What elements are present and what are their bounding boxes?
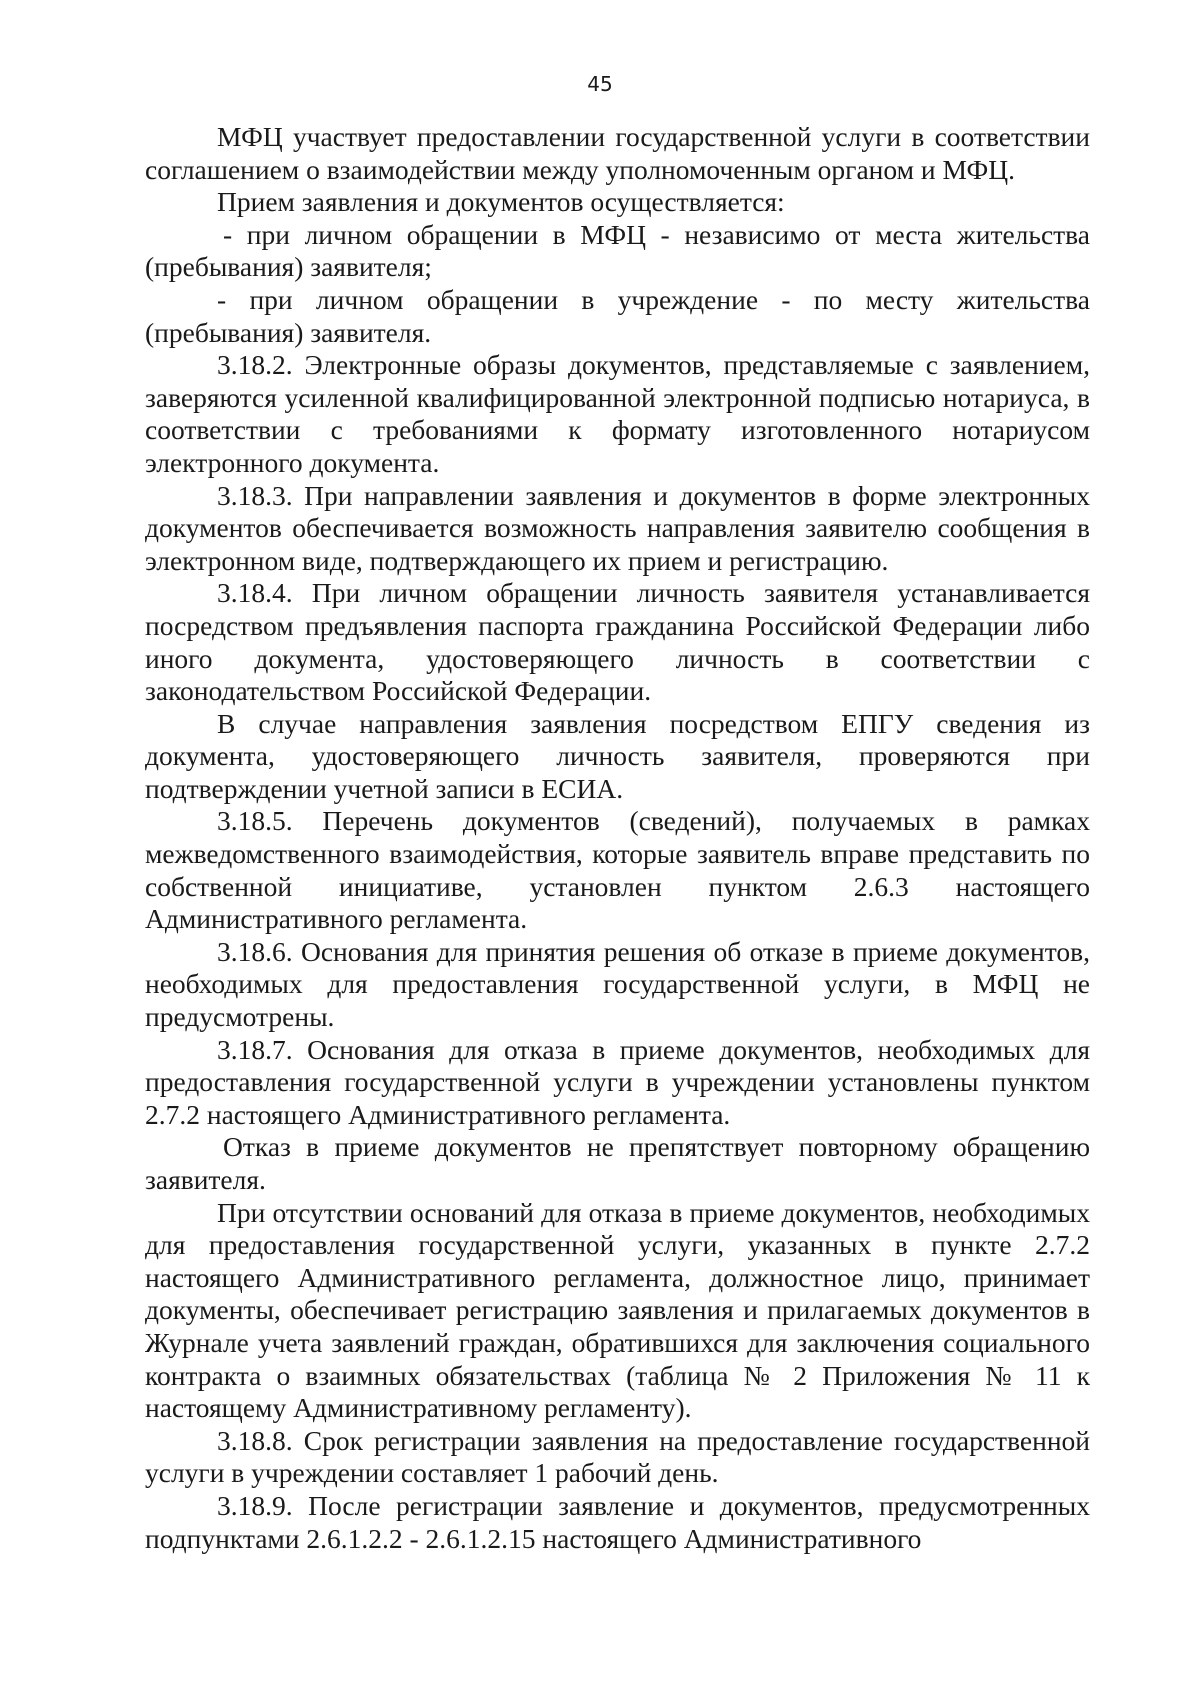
paragraph-3-18-9: 3.18.9. После регистрации заявление и документов, предусмотренных подпунктами 2.6.1.2.2 - 2.6.1.2.15 настоящего Административного bbox=[145, 1489, 1090, 1554]
page-number: 45 bbox=[587, 72, 613, 96]
paragraph-3-18-2: 3.18.2. Электронные образы документов, представляемые с заявлением, заверяются усиленной квалифицированной электронной подписью нотариуса, в соответствии с требованиями к формату изготовленного нотариусом электронного документа. bbox=[145, 349, 1090, 478]
paragraph-epgu-verification: В случае направления заявления посредством ЕПГУ сведения из документа, удостоверяющего личность заявителя, проверяются при подтверждении учетной записи в ЕСИА. bbox=[145, 707, 1090, 804]
paragraph-3-18-5: 3.18.5. Перечень документов (сведений), получаемых в рамках межведомственного взаимодействия, которые заявитель вправе представить по собственной инициативе, установлен пунктом 2.6.3 настоящего Административного регламента. bbox=[145, 805, 1090, 935]
paragraph-intake-heading: Прием заявления и документов осуществляется: bbox=[217, 186, 785, 218]
paragraph-intake-mfc: - при личном обращении в МФЦ - независимо от места жительства (пребывания) заявителя; bbox=[145, 218, 1090, 283]
document-body bbox=[145, 121, 1090, 1555]
paragraph-no-grounds-registration: При отсутствии оснований для отказа в приеме документов, необходимых для предоставления государственной услуги, указанных в пункте 2.7.2 настоящего Административного регламента, должностное лицо, принимает документы, обеспечивает регистрацию заявления и прилагаемых документов в Журнале учета заявлений граждан, обратившихся для заключения социального контракта о взаимных обязательствах (таблица № 2 Приложения № 11 к настоящему Административному регламенту). bbox=[145, 1196, 1090, 1424]
paragraph-refusal-no-obstacle: Отказ в приеме документов не препятствует повторному обращению заявителя. bbox=[145, 1131, 1090, 1195]
paragraph-3-18-8: 3.18.8. Срок регистрации заявления на предоставление государственной услуги в учреждении составляет 1 рабочий день. bbox=[145, 1424, 1090, 1489]
paragraph-3-18-3: 3.18.3. При направлении заявления и документов в форме электронных документов обеспечивается возможность направления заявителю сообщения в электронном виде, подтверждающего их прием и регистрацию. bbox=[145, 479, 1090, 576]
paragraph-3-18-4: 3.18.4. При личном обращении личность заявителя устанавливается посредством предъявления паспорта гражданина Российской Федерации либо иного документа, удостоверяющего личность в соответствии с законодательством Российской Федерации. bbox=[145, 577, 1090, 707]
paragraph-3-18-6: 3.18.6. Основания для принятия решения об отказе в приеме документов, необходимых для предоставления государственной услуги, в МФЦ не предусмотрены. bbox=[145, 935, 1090, 1033]
paragraph-mfc-participation: МФЦ участвует предоставлении государственной услуги в соответствии соглашением о взаимодействии между уполномоченным органом и МФЦ. bbox=[145, 121, 1090, 185]
paragraph-3-18-7: 3.18.7. Основания для отказа в приеме документов, необходимых для предоставления государственной услуги в учреждении установлены пунктом 2.7.2 настоящего Административного регламента. bbox=[145, 1033, 1090, 1130]
paragraph-intake-institution: - при личном обращении в учреждение - по месту жительства (пребывания) заявителя. bbox=[145, 283, 1090, 348]
